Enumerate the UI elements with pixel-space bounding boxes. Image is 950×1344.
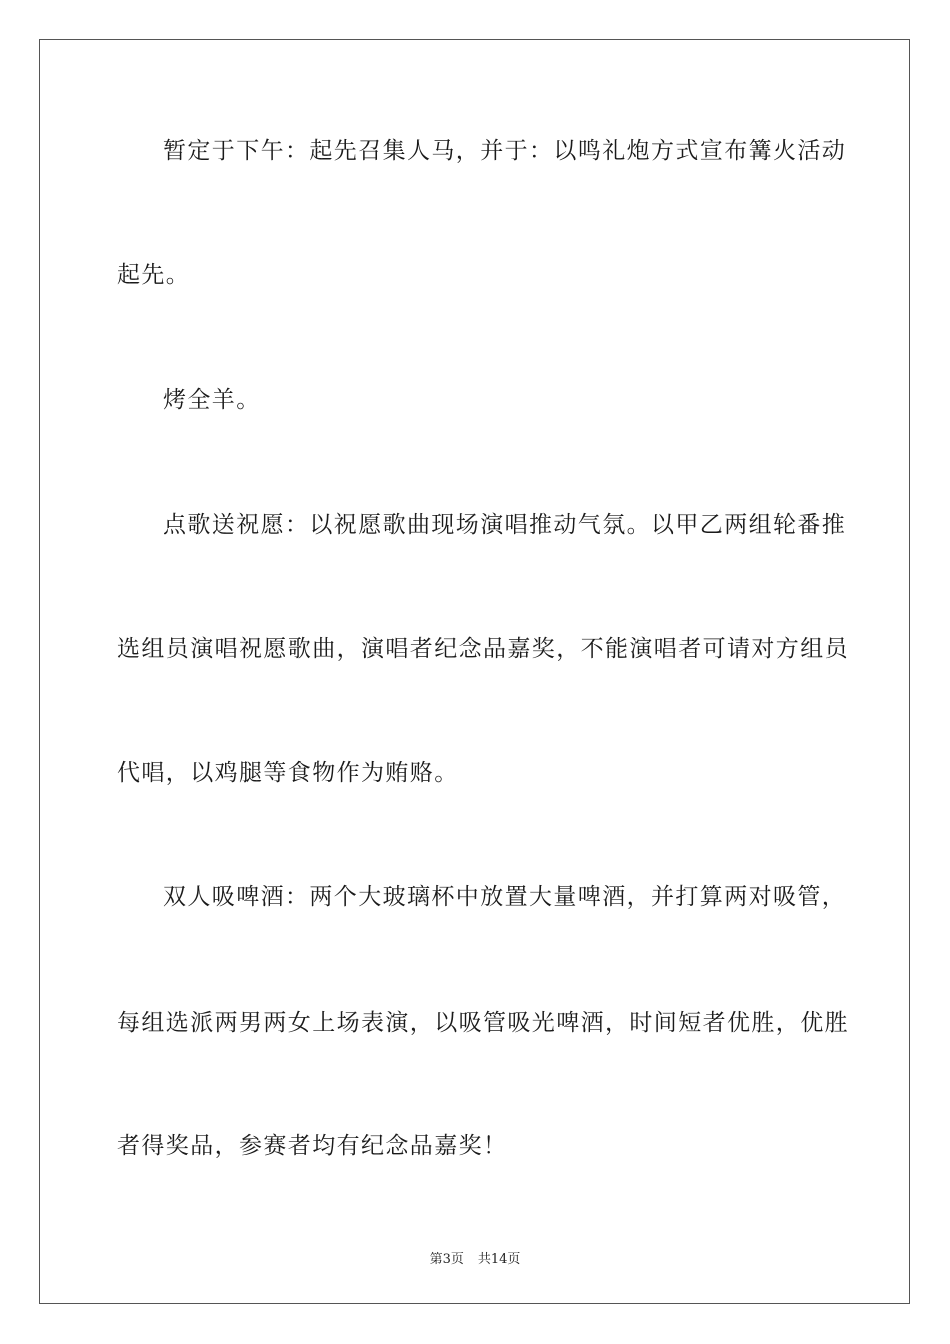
paragraph-1-line-1: 暂定于下午：起先召集人马，并于：以鸣礼炮方式宣布篝火活动: [163, 138, 847, 164]
page-frame: [39, 39, 910, 1304]
page-number: 第3页: [429, 1252, 464, 1267]
page-footer: [0, 1248, 950, 1267]
paragraph-3-line-3: 代唱，以鸡腿等食物作为贿赂。: [117, 760, 459, 786]
page-total: 共14页: [477, 1252, 521, 1267]
paragraph-3-line-1: 点歌送祝愿：以祝愿歌曲现场演唱推动气氛。以甲乙两组轮番推: [163, 512, 847, 538]
paragraph-4-line-3: 者得奖品，参赛者均有纪念品嘉奖！: [117, 1133, 508, 1159]
paragraph-4-line-1: 双人吸啤酒：两个大玻璃杯中放置大量啤酒，并打算两对吸管，: [163, 884, 847, 910]
paragraph-2-line-1: 烤全羊。: [163, 387, 261, 413]
paragraph-4-line-2: 每组选派两男两女上场表演，以吸管吸光啤酒，时间短者优胜，优胜: [117, 1010, 849, 1036]
paragraph-1-line-2: 起先。: [117, 262, 191, 288]
paragraph-3-line-2: 选组员演唱祝愿歌曲，演唱者纪念品嘉奖，不能演唱者可请对方组员: [117, 636, 849, 662]
